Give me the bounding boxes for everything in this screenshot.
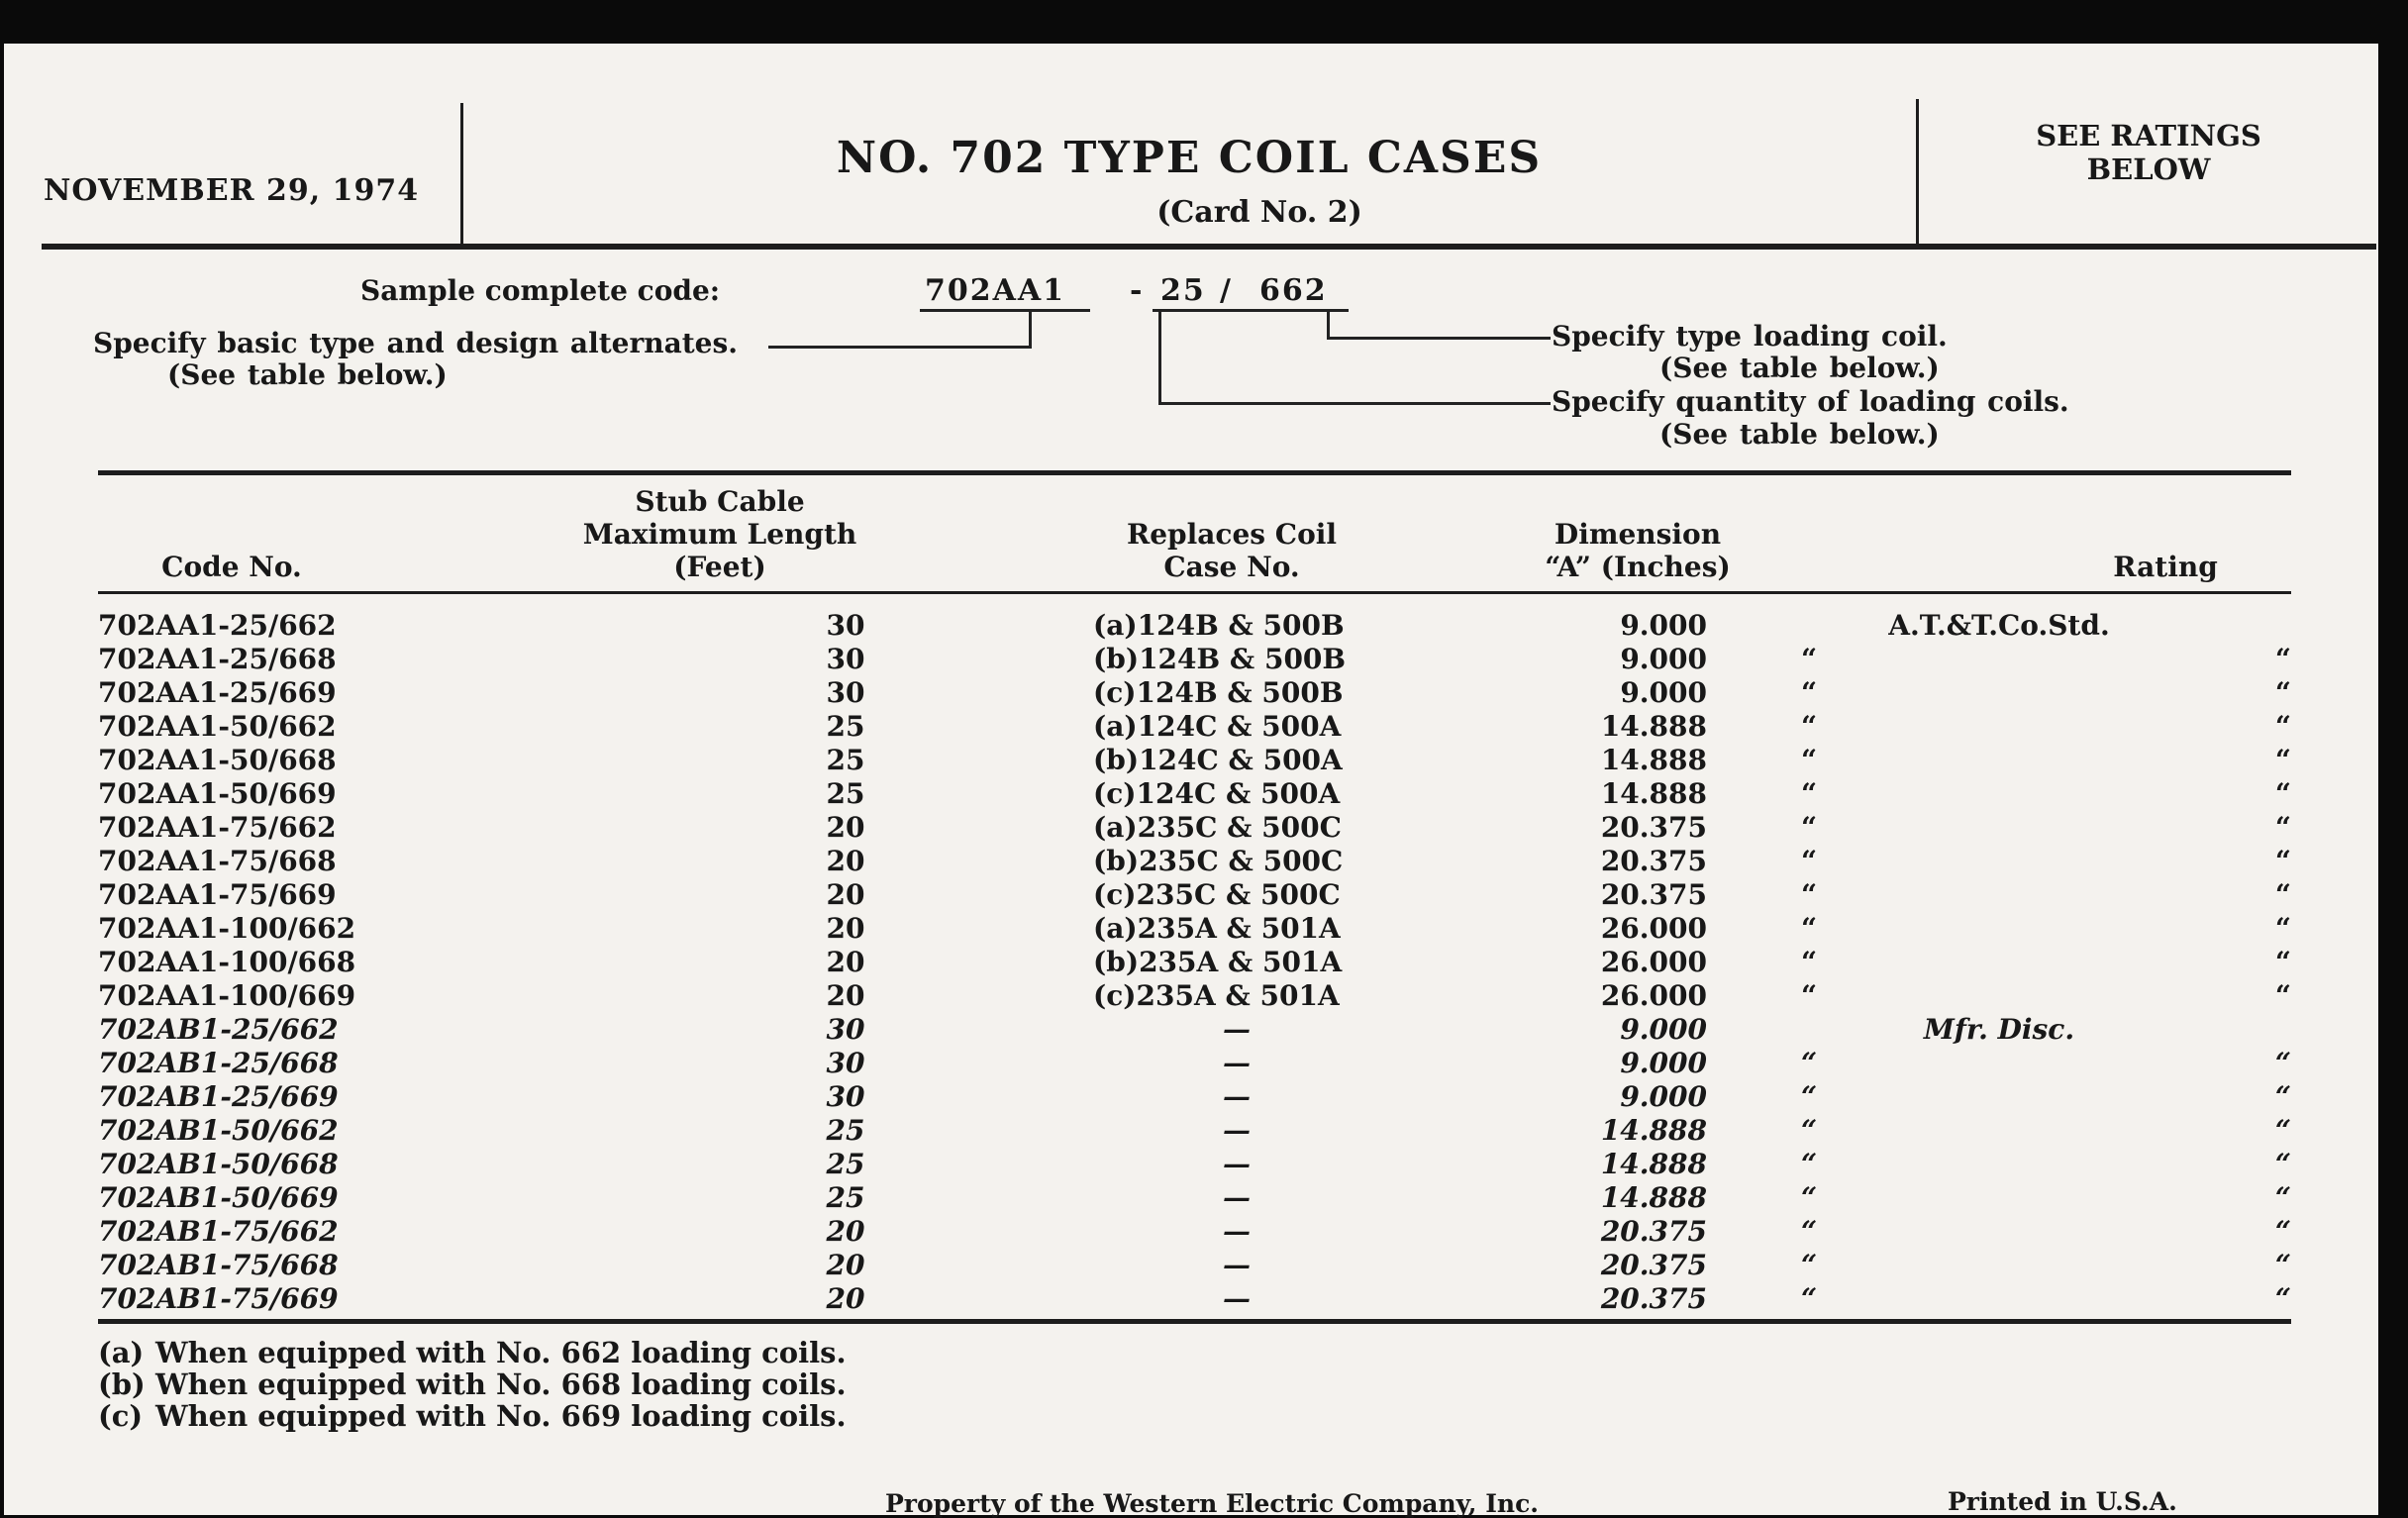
- cell-dim: 14.888: [1600, 1181, 1707, 1214]
- ditto-mark: “: [1801, 710, 1818, 743]
- cell-dim: 26.000: [1600, 912, 1707, 945]
- ratings-note: [2036, 119, 2261, 186]
- cell-stub: 25: [826, 1181, 865, 1214]
- cell-code: 702AB1-75/668: [98, 1249, 339, 1281]
- ratings-note-line1: SEE RATINGS: [2036, 119, 2261, 152]
- cell-code: 702AA1-25/662: [98, 609, 337, 642]
- ditto-mark: “: [2274, 1148, 2291, 1180]
- table-row: [98, 777, 2291, 811]
- scan-border-top: [0, 0, 2408, 44]
- cell-code: 702AB1-25/662: [98, 1013, 339, 1046]
- cell-repl: —: [1223, 1013, 1251, 1046]
- table-row: [98, 1013, 2291, 1047]
- cell-rating: [1707, 1181, 2291, 1215]
- cell-stub: 20: [826, 1282, 865, 1315]
- header-rule: [42, 244, 2376, 250]
- dimension-header-line1: Dimension: [1554, 518, 1722, 551]
- ditto-mark: “: [2274, 1181, 2291, 1214]
- ditto-mark: “: [1801, 1181, 1818, 1214]
- cell-repl: —: [1223, 1148, 1251, 1180]
- connector-qty-horizontal: [1158, 402, 1551, 405]
- cell-repl: —: [1223, 1181, 1251, 1214]
- table-row: [98, 912, 2291, 946]
- column-header-replaces: [1127, 518, 1337, 583]
- cell-code: 702AB1-75/662: [98, 1215, 339, 1248]
- cell-rating: [1707, 676, 2291, 710]
- cell-rating: [1707, 845, 2291, 878]
- sample-code-label: Sample complete code:: [360, 274, 721, 307]
- cell-dim: 20.375: [1600, 845, 1707, 877]
- cell-stub: 20: [826, 912, 865, 945]
- ditto-marks: [1801, 1181, 2291, 1215]
- cell-dim: 14.888: [1600, 1148, 1707, 1180]
- ditto-mark: “: [1801, 676, 1818, 709]
- ditto-mark: “: [1801, 777, 1818, 810]
- ditto-marks: [1801, 1080, 2291, 1114]
- table-row: [98, 643, 2291, 676]
- cell-code: 702AB1-25/668: [98, 1047, 339, 1079]
- ditto-mark: “: [2274, 1047, 2291, 1079]
- ratings-note-line2: BELOW: [2086, 152, 2211, 186]
- table-row: [98, 676, 2291, 710]
- cell-code: 702AA1-100/662: [98, 912, 356, 945]
- document-page: [4, 44, 2378, 1518]
- table-row: [98, 744, 2291, 777]
- cell-code: 702AA1-75/662: [98, 811, 337, 844]
- stub-header-line1: Stub Cable: [635, 485, 805, 518]
- ditto-mark: “: [2274, 811, 2291, 844]
- replaces-header-line1: Replaces Coil: [1126, 518, 1338, 551]
- cell-stub: 20: [826, 979, 865, 1012]
- connector-basic-horizontal: [768, 346, 1032, 349]
- footnote-c-label: (c): [98, 1399, 144, 1433]
- table-row: [98, 811, 2291, 845]
- underline-qty-type-code: [1153, 309, 1349, 312]
- cell-rating: [1707, 744, 2291, 777]
- sample-code-dash: -: [1130, 273, 1143, 308]
- footnote-a-text: When equipped with No. 662 loading coils.: [155, 1336, 847, 1369]
- property-notice: Property of the Western Electric Company, Inc.: [885, 1489, 1540, 1518]
- footnote-a: [98, 1336, 847, 1369]
- table-row: [98, 710, 2291, 744]
- ditto-mark: “: [2274, 979, 2291, 1012]
- cell-code: 702AB1-75/669: [98, 1282, 339, 1315]
- column-header-code: Code No.: [161, 551, 302, 583]
- cell-dim: 20.375: [1600, 878, 1707, 911]
- stub-header-line3: (Feet): [673, 551, 766, 583]
- cell-stub: 30: [826, 609, 865, 642]
- cell-dim: 20.375: [1600, 1282, 1707, 1315]
- cell-rating: A.T.&T.Co.Std.: [1888, 609, 2110, 642]
- cell-repl: (a)124B & 500B: [1093, 609, 1345, 642]
- ditto-marks: [1801, 912, 2291, 946]
- cell-repl: (a)124C & 500A: [1093, 710, 1342, 743]
- cell-repl: (c)235A & 501A: [1093, 979, 1340, 1012]
- coil-case-table: [98, 609, 2291, 1316]
- sample-code-slash: /: [1220, 273, 1231, 308]
- cell-code: 702AA1-100/668: [98, 946, 356, 978]
- cell-code: 702AA1-75/669: [98, 878, 337, 911]
- ditto-mark: “: [2274, 676, 2291, 709]
- table-header-rule: [98, 591, 2291, 594]
- ditto-mark: “: [1801, 845, 1818, 877]
- cell-rating: [1707, 1047, 2291, 1080]
- cell-rating: [1707, 979, 2291, 1013]
- ditto-mark: “: [1801, 1114, 1818, 1147]
- ditto-mark: “: [2274, 1114, 2291, 1147]
- ditto-mark: “: [2274, 643, 2291, 675]
- ditto-mark: “: [1801, 811, 1818, 844]
- cell-code: 702AB1-50/669: [98, 1181, 339, 1214]
- cell-code: 702AB1-50/668: [98, 1148, 339, 1180]
- sample-code-quantity: 25: [1160, 273, 1206, 308]
- cell-repl: —: [1223, 1114, 1251, 1147]
- ditto-mark: “: [2274, 912, 2291, 945]
- cell-repl: (b)235C & 500C: [1093, 845, 1344, 877]
- cell-code: 702AA1-25/668: [98, 643, 337, 675]
- cell-dim: 14.888: [1600, 744, 1707, 776]
- ditto-mark: “: [2274, 878, 2291, 911]
- cell-repl: —: [1223, 1282, 1251, 1315]
- dimension-header-line2: “A” (Inches): [1545, 551, 1731, 583]
- table-row: [98, 1114, 2291, 1148]
- cell-dim: 14.888: [1600, 710, 1707, 743]
- cell-stub: 25: [826, 1148, 865, 1180]
- table-row: [98, 1181, 2291, 1215]
- table-row: [98, 946, 2291, 979]
- connector-type-horizontal: [1327, 337, 1551, 340]
- cell-rating: [1707, 710, 2291, 744]
- table-bottom-rule: [98, 1319, 2291, 1324]
- cell-repl: (b)124C & 500A: [1093, 744, 1343, 776]
- cell-rating: [1707, 1249, 2291, 1282]
- ditto-mark: “: [2274, 1249, 2291, 1281]
- cell-dim: 9.000: [1620, 609, 1707, 642]
- footnote-b-label: (b): [98, 1367, 146, 1401]
- ditto-marks: [1801, 744, 2291, 777]
- cell-code: 702AA1-50/668: [98, 744, 337, 776]
- cell-stub: 30: [826, 676, 865, 709]
- table-row: [98, 609, 2291, 643]
- ditto-mark: “: [2274, 845, 2291, 877]
- cell-dim: 9.000: [1620, 643, 1707, 675]
- ditto-marks: [1801, 1148, 2291, 1181]
- callout-basic-type: Specify basic type and design alternates.: [93, 327, 738, 359]
- ditto-mark: “: [1801, 744, 1818, 776]
- cell-stub: 20: [826, 845, 865, 877]
- cell-stub: 20: [826, 878, 865, 911]
- ditto-mark: “: [2274, 1215, 2291, 1248]
- column-header-rating: Rating: [2113, 551, 2218, 583]
- table-row: [98, 1282, 2291, 1316]
- footnote-b-text: When equipped with No. 668 loading coils.: [155, 1367, 847, 1401]
- table-row: [98, 1148, 2291, 1181]
- cell-dim: 20.375: [1600, 1249, 1707, 1281]
- cell-rating: [1707, 643, 2291, 676]
- cell-code: 702AB1-50/662: [98, 1114, 339, 1147]
- cell-dim: 26.000: [1600, 979, 1707, 1012]
- cell-stub: 30: [826, 1047, 865, 1079]
- ditto-marks: [1801, 811, 2291, 845]
- sample-code-type: 662: [1259, 273, 1328, 308]
- table-row: [98, 1047, 2291, 1080]
- ditto-marks: [1801, 777, 2291, 811]
- cell-rating: [1707, 1282, 2291, 1316]
- cell-repl: (a)235A & 501A: [1093, 912, 1341, 945]
- page-subtitle: (Card No. 2): [1156, 195, 1362, 230]
- ditto-mark: “: [2274, 946, 2291, 978]
- cell-stub: 30: [826, 1013, 865, 1046]
- cell-stub: 20: [826, 811, 865, 844]
- callout-loading-coil-qty: Specify quantity of loading coils.: [1552, 385, 2069, 418]
- cell-stub: 30: [826, 643, 865, 675]
- table-top-rule: [98, 470, 2291, 475]
- callout-basic-type-note: (See table below.): [167, 358, 448, 391]
- scan-border-left: [0, 0, 4, 1515]
- ditto-marks: [1801, 946, 2291, 979]
- table-row: [98, 845, 2291, 878]
- cell-dim: 14.888: [1600, 1114, 1707, 1147]
- ditto-marks: [1801, 845, 2291, 878]
- ditto-mark: “: [2274, 710, 2291, 743]
- cell-stub: 25: [826, 744, 865, 776]
- header-divider-right: [1916, 99, 1919, 245]
- cell-code: 702AA1-100/669: [98, 979, 356, 1012]
- column-header-stub-cable: [583, 485, 857, 583]
- ditto-mark: “: [2274, 744, 2291, 776]
- footnote-c: [98, 1399, 847, 1433]
- cell-repl: (c)235C & 500C: [1093, 878, 1341, 911]
- cell-dim: 20.375: [1600, 811, 1707, 844]
- cell-code: 702AB1-25/669: [98, 1080, 339, 1113]
- table-row: [98, 1215, 2291, 1249]
- cell-repl: —: [1223, 1215, 1251, 1248]
- cell-code: 702AA1-50/662: [98, 710, 337, 743]
- cell-rating: [1707, 912, 2291, 946]
- cell-repl: (c)124B & 500B: [1093, 676, 1344, 709]
- callout-loading-coil-type: Specify type loading coil.: [1552, 320, 1948, 353]
- cell-repl: (b)124B & 500B: [1093, 643, 1347, 675]
- ditto-mark: “: [2274, 1080, 2291, 1113]
- cell-repl: (a)235C & 500C: [1093, 811, 1342, 844]
- cell-rating: [1707, 1114, 2291, 1148]
- footnote-c-text: When equipped with No. 669 loading coils.: [155, 1399, 847, 1433]
- cell-rating: [1707, 946, 2291, 979]
- ditto-marks: [1801, 878, 2291, 912]
- cell-dim: 9.000: [1620, 1080, 1707, 1113]
- replaces-header-line2: Case No.: [1163, 551, 1300, 583]
- ditto-marks: [1801, 1215, 2291, 1249]
- cell-repl: —: [1223, 1249, 1251, 1281]
- cell-stub: 25: [826, 710, 865, 743]
- ditto-marks: [1801, 710, 2291, 744]
- cell-rating: [1707, 1080, 2291, 1114]
- connector-qty-vertical: [1158, 309, 1161, 405]
- cell-rating: [1707, 1215, 2291, 1249]
- ditto-marks: [1801, 1249, 2291, 1282]
- stub-header-line2: Maximum Length: [582, 518, 857, 551]
- cell-dim: 20.375: [1600, 1215, 1707, 1248]
- coil-table-body: [98, 609, 2291, 1316]
- cell-repl: —: [1223, 1047, 1251, 1079]
- printed-in-usa: Printed in U.S.A.: [1948, 1487, 2177, 1516]
- ditto-mark: “: [1801, 1047, 1818, 1079]
- ditto-mark: “: [1801, 1249, 1818, 1281]
- cell-rating: Mfr. Disc.: [1923, 1013, 2075, 1046]
- ditto-mark: “: [2274, 1282, 2291, 1315]
- table-row: [98, 979, 2291, 1013]
- footnote-b: [98, 1367, 847, 1401]
- cell-rating: [1707, 1148, 2291, 1181]
- cell-code: 702AA1-50/669: [98, 777, 337, 810]
- issue-date: NOVEMBER 29, 1974: [44, 173, 420, 208]
- table-row: [98, 1080, 2291, 1114]
- ditto-marks: [1801, 676, 2291, 710]
- connector-type-vertical: [1327, 309, 1330, 340]
- ditto-mark: “: [1801, 979, 1818, 1012]
- cell-rating: [1707, 777, 2291, 811]
- ditto-marks: [1801, 1282, 2291, 1316]
- cell-stub: 25: [826, 1114, 865, 1147]
- callout-loading-coil-type-note: (See table below.): [1659, 352, 1940, 384]
- table-row: [98, 878, 2291, 912]
- cell-stub: 20: [826, 946, 865, 978]
- cell-rating: [1707, 811, 2291, 845]
- ditto-mark: “: [1801, 643, 1818, 675]
- cell-repl: —: [1223, 1080, 1251, 1113]
- ditto-marks: [1801, 643, 2291, 676]
- cell-dim: 9.000: [1620, 1047, 1707, 1079]
- cell-dim: 26.000: [1600, 946, 1707, 978]
- page-title: NO. 702 TYPE COIL CASES: [836, 133, 1543, 183]
- cell-dim: 9.000: [1620, 1013, 1707, 1046]
- callout-loading-coil-qty-note: (See table below.): [1659, 418, 1940, 451]
- header-divider-left: [460, 103, 463, 245]
- connector-basic-vertical: [1029, 309, 1032, 349]
- ditto-marks: [1801, 979, 2291, 1013]
- ditto-mark: “: [1801, 1282, 1818, 1315]
- cell-stub: 20: [826, 1215, 865, 1248]
- cell-repl: (c)124C & 500A: [1093, 777, 1341, 810]
- cell-stub: 20: [826, 1249, 865, 1281]
- ditto-marks: [1801, 1047, 2291, 1080]
- column-header-dimension: [1545, 518, 1730, 583]
- cell-code: 702AA1-75/668: [98, 845, 337, 877]
- ditto-mark: “: [1801, 1148, 1818, 1180]
- underline-basic-code: [920, 309, 1090, 312]
- ditto-mark: “: [1801, 1080, 1818, 1113]
- cell-dim: 9.000: [1620, 676, 1707, 709]
- sample-code-basic: 702AA1: [925, 273, 1066, 308]
- ditto-mark: “: [1801, 946, 1818, 978]
- cell-dim: 14.888: [1600, 777, 1707, 810]
- ditto-mark: “: [2274, 777, 2291, 810]
- cell-stub: 25: [826, 777, 865, 810]
- scan-border-right: [2378, 0, 2408, 1515]
- ditto-mark: “: [1801, 912, 1818, 945]
- cell-stub: 30: [826, 1080, 865, 1113]
- table-row: [98, 1249, 2291, 1282]
- footnote-a-label: (a): [98, 1336, 145, 1369]
- ditto-mark: “: [1801, 878, 1818, 911]
- cell-code: 702AA1-25/669: [98, 676, 337, 709]
- cell-repl: (b)235A & 501A: [1093, 946, 1343, 978]
- cell-rating: [1707, 878, 2291, 912]
- ditto-mark: “: [1801, 1215, 1818, 1248]
- ditto-marks: [1801, 1114, 2291, 1148]
